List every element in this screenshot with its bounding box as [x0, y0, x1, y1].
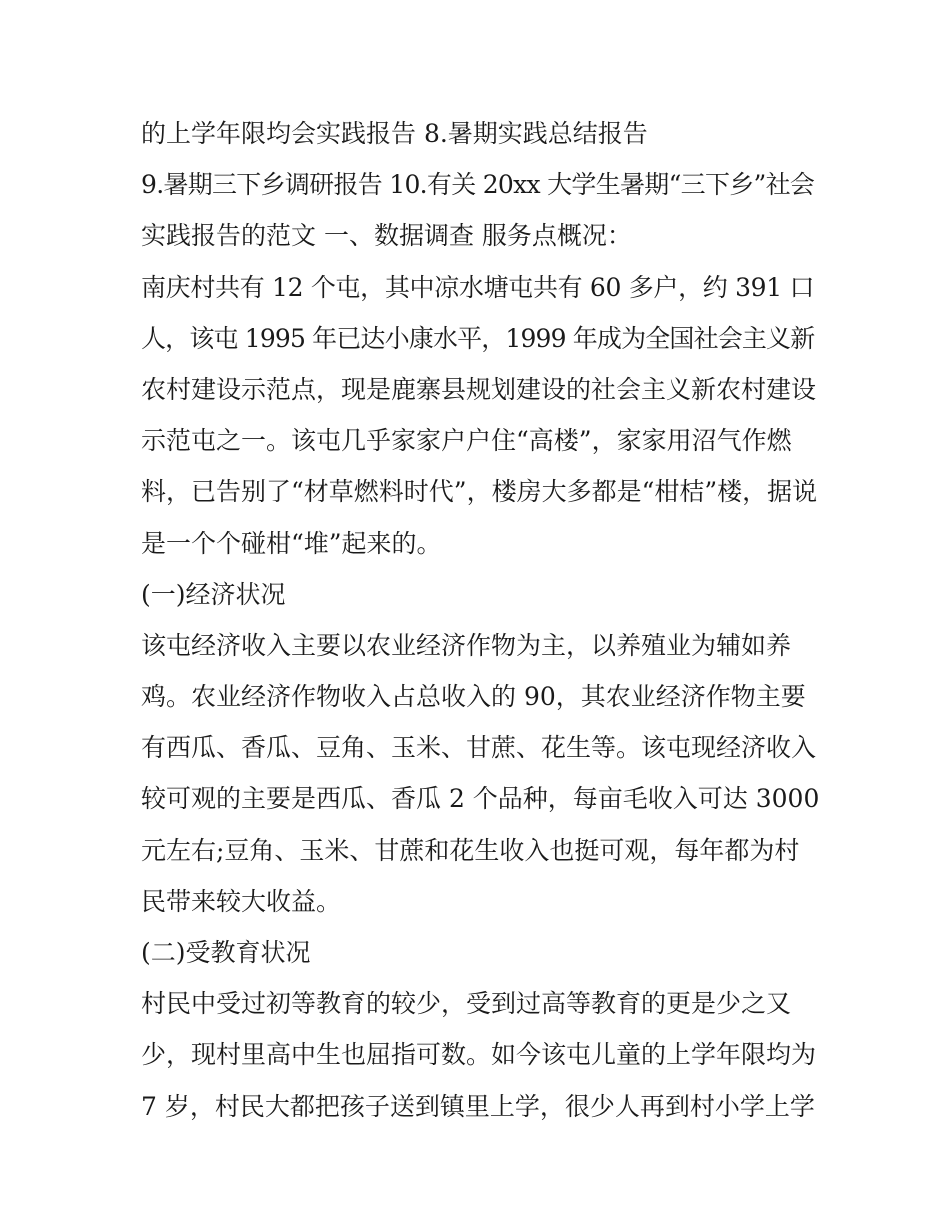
text-line: 较可观的主要是西瓜、香瓜 2 个品种，每亩毛收入可达 3000 — [141, 784, 820, 814]
text-line: 料，已告别了“材草燃料时代”，楼房大多都是“柑桔”楼，据说 — [141, 477, 818, 507]
text-line: 鸡。农业经济作物收入占总收入的 90，其农业经济作物主要 — [141, 682, 806, 712]
text-line: 元左右;豆角、玉米、甘蔗和花生收入也挺可观，每年都为村 — [141, 835, 800, 865]
text-line: 9.暑期三下乡调研报告 10.有关 20xx 大学生暑期“三下乡”社会 — [141, 170, 815, 200]
text-line: 实践报告的范文 一、数据调查 服务点概况： — [141, 221, 632, 251]
text-line: 的上学年限均会实践报告 8.暑期实践总结报告 — [141, 119, 648, 148]
text-line: 该屯经济收入主要以农业经济作物为主，以养殖业为辅如养 — [141, 630, 792, 660]
text-line: 7 岁，村民大都把孩子送到镇里上学，很少人再到村小学上学 — [141, 1091, 815, 1121]
text-line: 示范屯之一。该屯几乎家家户户住“高楼”，家家用沼气作燃 — [141, 426, 792, 456]
section-heading: (二)受教育状况 — [141, 938, 311, 967]
text-line: 有西瓜、香瓜、豆角、玉米、甘蔗、花生等。该屯现经济收入 — [141, 733, 817, 763]
text-line: 少，现村里高中生也屈指可数。如今该屯儿童的上学年限均为 — [141, 1040, 817, 1070]
text-line: 南庆村共有 12 个屯，其中凉水塘屯共有 60 多户，约 391 口 — [141, 272, 815, 302]
section-heading: (一)经济状况 — [141, 579, 286, 609]
text-line: 民带来较大收益。 — [141, 886, 342, 916]
text-line: 人，该屯 1995 年已达小康水平，1999 年成为全国社会主义新 — [141, 323, 815, 353]
text-line: 农村建设示范点，现是鹿寨县规划建设的社会主义新农村建设 — [141, 374, 817, 404]
text-line: 是一个个碰柑“堆”起来的。 — [141, 528, 442, 558]
text-line: 村民中受过初等教育的较少，受到过高等教育的更是少之又 — [141, 989, 792, 1019]
document-body — [141, 108, 821, 1132]
